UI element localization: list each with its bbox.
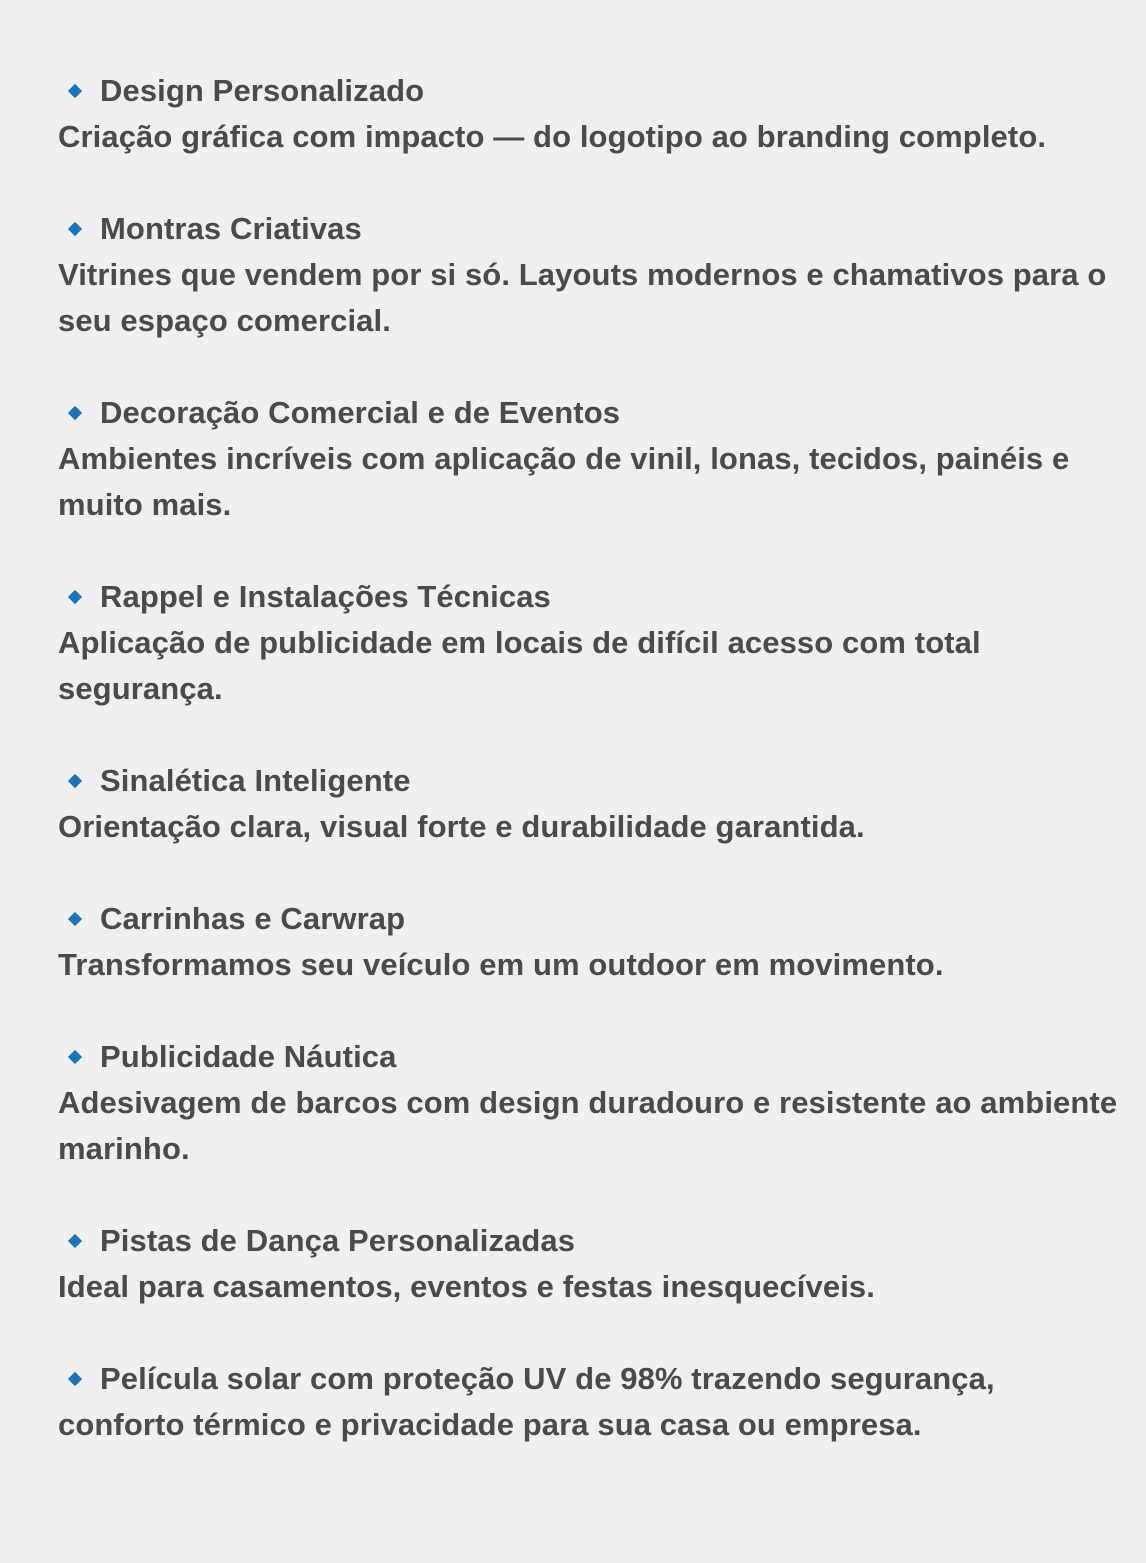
service-item-rappel (58, 574, 1118, 712)
service-description: Aplicação de publicidade em locais de difícil acesso com total segurança. (58, 625, 981, 706)
diamond-bullet-icon (68, 406, 82, 420)
diamond-bullet-icon (68, 774, 82, 788)
service-description: Vitrines que vendem por si só. Layouts modernos e chamativos para o seu espaço comercial. (58, 257, 1107, 338)
service-description: Criação gráfica com impacto — do logotipo ao branding completo. (58, 119, 1047, 154)
diamond-bullet-icon (68, 590, 82, 604)
service-item-nautica (58, 1034, 1118, 1172)
service-item-pelicula (58, 1356, 1118, 1448)
diamond-bullet-icon (68, 912, 82, 926)
service-title: Rappel e Instalações Técnicas (100, 579, 551, 614)
diamond-bullet-icon (68, 84, 82, 98)
diamond-bullet-icon (68, 1050, 82, 1064)
service-title: Pistas de Dança Personalizadas (100, 1223, 576, 1258)
service-description: Orientação clara, visual forte e durabilidade garantida. (58, 809, 865, 844)
service-description: Ambientes incríveis com aplicação de vinil, lonas, tecidos, painéis e muito mais. (58, 441, 1070, 522)
diamond-bullet-icon (68, 222, 82, 236)
service-title: Publicidade Náutica (100, 1039, 397, 1074)
service-item-sinaletica (58, 758, 1118, 850)
diamond-bullet-icon (68, 1372, 82, 1386)
service-item-decoracao (58, 390, 1118, 528)
service-description: Adesivagem de barcos com design duradouro e resistente ao ambiente marinho. (58, 1085, 1118, 1166)
service-title: Sinalética Inteligente (100, 763, 411, 798)
services-list (58, 68, 1118, 1448)
service-description: Ideal para casamentos, eventos e festas inesquecíveis. (58, 1269, 875, 1304)
service-item-pistas (58, 1218, 1118, 1310)
service-item-montras (58, 206, 1118, 344)
diamond-bullet-icon (68, 1234, 82, 1248)
service-title: Design Personalizado (100, 73, 425, 108)
service-description: Transformamos seu veículo em um outdoor em movimento. (58, 947, 944, 982)
service-title: Montras Criativas (100, 211, 362, 246)
service-item-design (58, 68, 1118, 160)
closing-item-text: Película solar com proteção UV de 98% trazendo segurança, conforto térmico e privacidade para sua casa ou empresa. (58, 1361, 995, 1442)
service-title: Decoração Comercial e de Eventos (100, 395, 621, 430)
service-title: Carrinhas e Carwrap (100, 901, 406, 936)
service-item-carrinhas (58, 896, 1118, 988)
